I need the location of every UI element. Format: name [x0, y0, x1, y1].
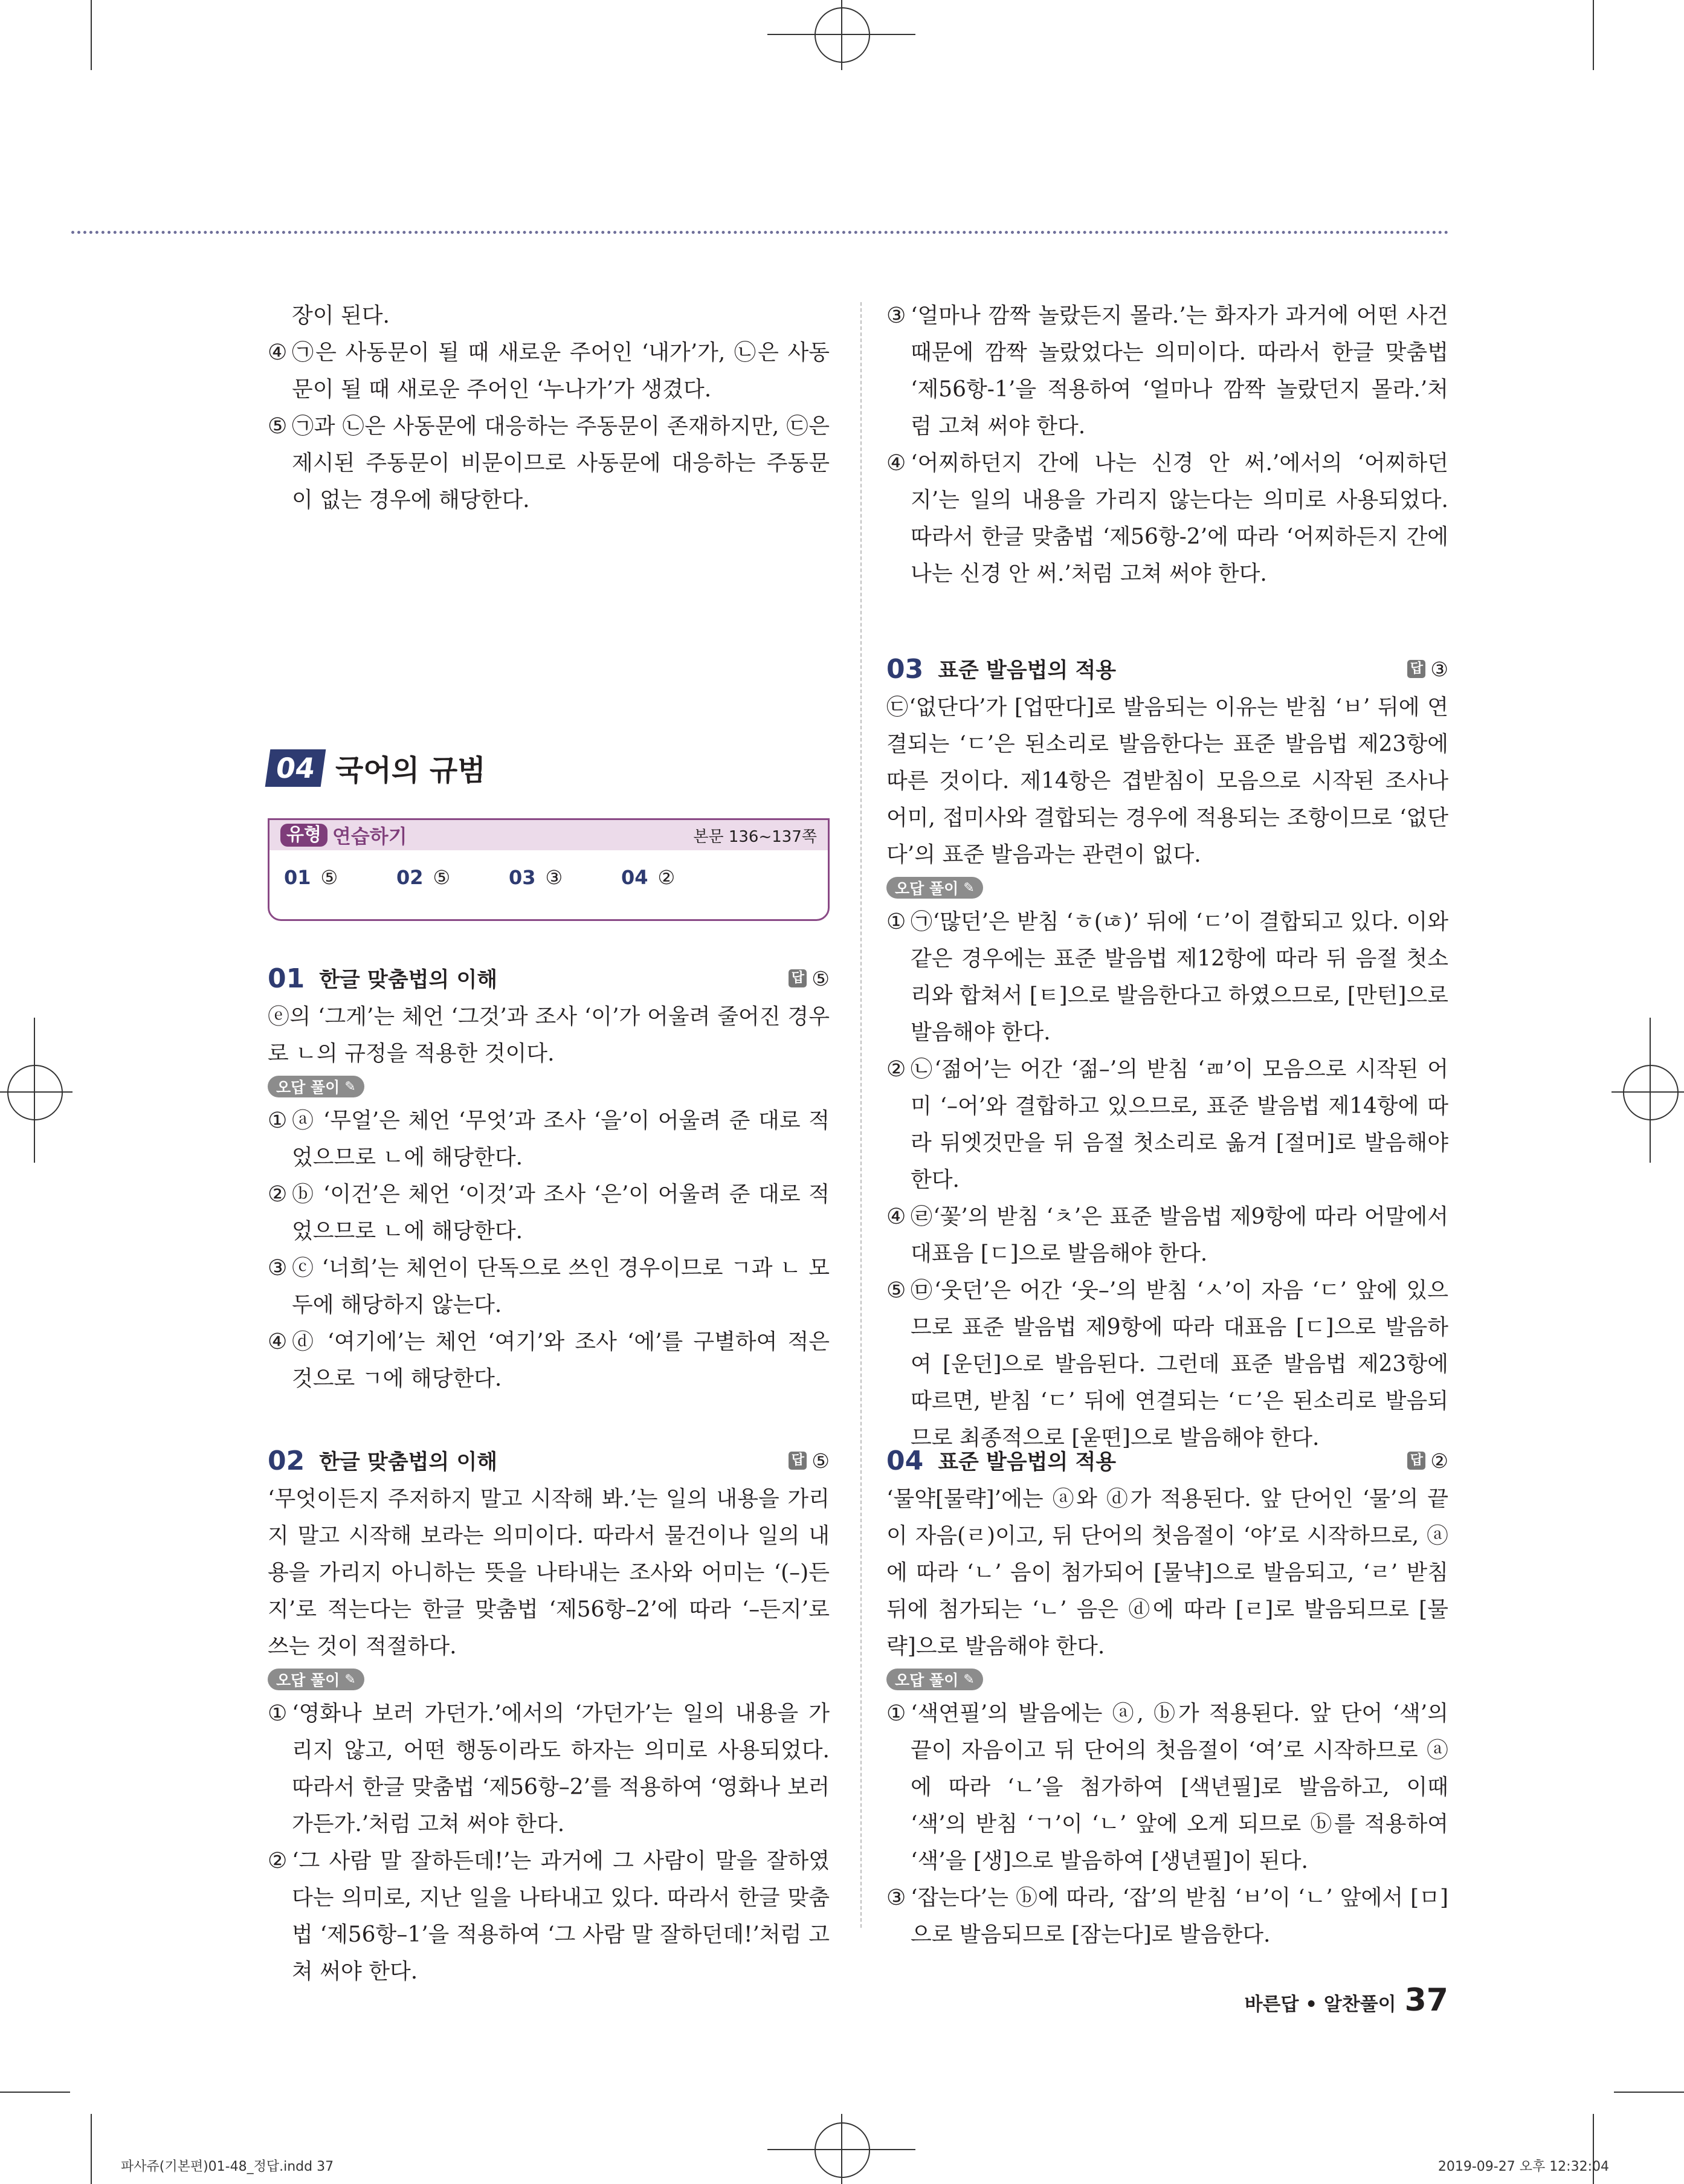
question-header: [268, 961, 830, 996]
question-title: 표준 발음법의 적용: [938, 659, 1117, 683]
list-item: ① ㉠‘많던’은 받침 ‘ㅎ(ㄶ)’ 뒤에 ‘ㄷ’이 결합되고 있다. 이와 같은 경우에는 표준 발음법 제12항에 따라 뒤 음절 첫소리와 합쳐서 [ㅌ]으로 발음한다고 하였으므로, [만턴]으로 발음해야 한다.: [886, 909, 1448, 1045]
section-title: 국어의 규범: [335, 754, 486, 787]
wrong-answer-label: 오답 풀이 ✎: [268, 1669, 364, 1690]
registration-mark: [1623, 1065, 1679, 1120]
question-03: [886, 651, 1448, 1456]
crop-mark: [91, 2114, 92, 2184]
crop-mark: [1593, 0, 1594, 70]
explanation: ⓔ의 ‘그게’는 체언 ‘그것’과 조사 ‘이’가 어울려 줄어진 경우로 ㄴ의 규정을 적용한 것이다.: [268, 1004, 830, 1066]
question-answer: 답 ②: [1407, 1449, 1448, 1473]
list-item: ② ‘그 사람 말 잘하든데!’는 과거에 그 사람이 말을 잘하였다는 의미로, 지난 일을 나타내고 있다. 따라서 한글 맞춤법 ‘제56항–1’을 적용하여 ‘그 사람 말 잘하던데!’처럼 고쳐 써야 한다.: [268, 1849, 830, 1984]
question-number: 01: [268, 963, 305, 994]
question-answer: 답 ⑤: [789, 967, 830, 990]
right-continuation: [886, 297, 1448, 592]
practice-title: 연습하기: [332, 825, 407, 848]
practice-answer-box: [268, 818, 830, 921]
page-footer: [1245, 1982, 1448, 2018]
section-number-badge: 04: [265, 749, 326, 787]
question-header: [268, 1443, 830, 1478]
crop-mark: [0, 2092, 70, 2093]
question-number: 02: [268, 1445, 305, 1476]
question-01: [268, 961, 830, 1397]
list-item: ④ ㉠은 사동문이 될 때 새로운 주어인 ‘내가’가, ㉡은 사동문이 될 때 새로운 주어인 ‘누나가’가 생겼다.: [268, 340, 830, 402]
question-02: [268, 1443, 830, 1990]
registration-mark: [815, 7, 870, 63]
answer-icon: 답: [789, 1452, 807, 1470]
answer-icon: 답: [1407, 1452, 1425, 1470]
list-item: ⑤ ㉤‘웃던’은 어간 ‘웃–’의 받침 ‘ㅅ’이 자음 ‘ㄷ’ 앞에 있으므로 표준 발음법 제9항에 따라 대표음 [ㄷ]으로 발음하여 [운던]으로 발음된다. 그런데 표준 발음법 제23항에 따르면, 받침 ‘ㄷ’ 뒤에 연결되는 ‘ㄷ’은 된소리로 발음되므로 최종적으로 [욷떤]으로 발음해야 한다.: [886, 1278, 1448, 1450]
list-item: ③ ‘잡는다’는 ⓑ에 따라, ‘잡’의 받침 ‘ㅂ’이 ‘ㄴ’ 앞에서 [ㅁ]으로 발음되므로 [잠는다]로 발음한다.: [886, 1885, 1448, 1947]
pencil-icon: ✎: [963, 880, 975, 896]
list-item: ④ ⓓ ‘여기에’는 체언 ‘여기’와 조사 ‘에’를 구별하여 적은 것으로 ㄱ에 해당한다.: [268, 1329, 830, 1391]
question-number: 04: [886, 1445, 924, 1476]
slug-file: 파사쥬(기본편)01-48_정답.indd 37: [121, 2159, 334, 2174]
question-04: [886, 1443, 1448, 1953]
list-item: ① ‘영화나 보러 가던가.’에서의 ‘가던가’는 일의 내용을 가리지 않고, 어떤 행동이라도 하자는 의미로 사용되었다. 따라서 한글 맞춤법 ‘제56항–2’를 적용하여 ‘영화나 보러 가든가.’처럼 고쳐 써야 한다.: [268, 1701, 830, 1837]
list-item: ② ⓑ ‘이건’은 체언 ‘이것’과 조사 ‘은’이 어울려 준 대로 적었으므로 ㄴ에 해당한다.: [268, 1182, 830, 1244]
list-item: ① ‘색연필’의 발음에는 ⓐ, ⓑ가 적용된다. 앞 단어 ‘색’의 끝이 자음이고 뒤 단어의 첫음절이 ‘여’로 시작하므로 ⓐ에 따라 ‘ㄴ’을 첨가하여 [색년필]로 발음하고, 이때 ‘색’의 받침 ‘ㄱ’이 ‘ㄴ’ 앞에 오게 되므로 ⓑ를 적용하여 ‘색’을 [생]으로 발음하여 [생년필]이 된다.: [886, 1701, 1448, 1873]
pencil-icon: ✎: [344, 1672, 356, 1687]
list-item: ② ㉡‘젊어’는 어간 ‘젊–’의 받침 ‘ㄻ’이 모음으로 시작된 어미 ‘–어’와 결합하고 있으므로, 표준 발음법 제14항에 따라 뒤엣것만을 뒤 음절 첫소리로 옮겨 [절머]로 발음해야 한다.: [886, 1057, 1448, 1192]
wrong-answer-label: 오답 풀이 ✎: [886, 1669, 983, 1690]
header-dotted-rule: [71, 231, 1449, 234]
practice-answer: 02 ⑤: [396, 866, 451, 889]
slug-datetime: 2019-09-27 오후 12:32:04: [1437, 2159, 1609, 2174]
question-answer: 답 ⑤: [789, 1449, 830, 1473]
footer-label: 바른답 • 알찬풀이: [1244, 1994, 1396, 2015]
question-title: 한글 맞춤법의 이해: [319, 968, 498, 992]
list-item: ① ⓐ ‘무얼’은 체언 ‘무엇’과 조사 ‘을’이 어울려 준 대로 적었으므로 ㄴ에 해당한다.: [268, 1108, 830, 1170]
list-item: ⑤ ㉠과 ㉡은 사동문에 대응하는 주동문이 존재하지만, ㉢은 제시된 주동문이 비문이므로 사동문에 대응하는 주동문이 없는 경우에 해당한다.: [268, 414, 830, 512]
list-item: ④ ‘어찌하던지 간에 나는 신경 안 써.’에서의 ‘어찌하던지’는 일의 내용을 가리지 않는다는 의미로 사용되었다. 따라서 한글 맞춤법 ‘제56항-2’에 따라 ‘어찌하든지 간에 나는 신경 안 써.’처럼 고쳐 써야 한다.: [886, 451, 1448, 586]
question-title: 한글 맞춤법의 이해: [319, 1450, 498, 1475]
list-item: ③ ‘얼마나 깜짝 놀랐든지 몰라.’는 화자가 과거에 어떤 사건 때문에 깜짝 놀랐었다는 의미이다. 따라서 한글 맞춤법 ‘제56항-1’을 적용하여 ‘얼마나 깜짝 놀랐던지 몰라.’처럼 고쳐 써야 한다.: [886, 303, 1448, 439]
question-header: [886, 651, 1448, 687]
list-item: 장이 된다.: [292, 303, 390, 328]
practice-answer-list: [269, 850, 828, 889]
explanation: ‘무엇이든지 주저하지 말고 시작해 봐.’는 일의 내용을 가리지 말고 시작해 보라는 의미이다. 따라서 물건이나 일의 내용을 가리지 아니하는 뜻을 나타내는 조사와 어미는 ‘(–)든지’로 적는다는 한글 맞춤법 ‘제56항–2’에 따라 ‘–든지’로 쓰는 것이 적절하다.: [268, 1487, 830, 1659]
practice-answer: 04 ②: [621, 866, 676, 889]
crop-mark: [91, 0, 92, 70]
column-divider: [860, 302, 862, 1928]
practice-answer: 03 ③: [509, 866, 563, 889]
page-number: 37: [1404, 1982, 1448, 2018]
pencil-icon: ✎: [344, 1079, 356, 1094]
question-header: [886, 1443, 1448, 1478]
question-number: 03: [886, 653, 924, 685]
registration-mark: [815, 2122, 870, 2178]
left-continuation: [268, 297, 830, 519]
registration-mark: [7, 1065, 63, 1120]
practice-header: [269, 820, 828, 850]
section-header: [268, 747, 486, 789]
list-item: ④ ㉣‘꽃’의 받침 ‘ㅊ’은 표준 발음법 제9항에 따라 어말에서 대표음 [ㄷ]으로 발음해야 한다.: [886, 1204, 1448, 1266]
answer-icon: 답: [789, 969, 807, 987]
practice-tag: 유형: [280, 824, 327, 847]
explanation: ㉢‘없단다’가 [업딴다]로 발음되는 이유는 받침 ‘ㅂ’ 뒤에 연결되는 ‘ㄷ’은 된소리로 발음한다는 표준 발음법 제23항에 따른 것이다. 제14항은 겹받침이 모음으로 시작된 조사나 어미, 접미사와 결합되는 경우에 적용되는 조항이므로 ‘없단다’의 표준 발음과는 관련이 없다.: [886, 695, 1448, 867]
list-item: ③ ⓒ ‘너희’는 체언이 단독으로 쓰인 경우이므로 ㄱ과 ㄴ 모두에 해당하지 않는다.: [268, 1256, 830, 1317]
practice-answer: 01 ⑤: [284, 866, 338, 889]
crop-mark: [1614, 2092, 1684, 2093]
explanation: ‘물약[물략]’에는 ⓐ와 ⓓ가 적용된다. 앞 단어인 ‘물’의 끝이 자음(ㄹ)이고, 뒤 단어의 첫음절이 ‘야’로 시작하므로, ⓐ에 따라 ‘ㄴ’ 음이 첨가되어 [물냑]으로 발음되고, ‘ㄹ’ 받침 뒤에 첨가되는 ‘ㄴ’ 음은 ⓓ에 따라 [ㄹ]로 발음되므로 [물략]으로 발음해야 한다.: [886, 1487, 1448, 1659]
wrong-answer-label: 오답 풀이 ✎: [268, 1076, 364, 1097]
wrong-answer-label: 오답 풀이 ✎: [886, 877, 983, 899]
question-title: 표준 발음법의 적용: [938, 1450, 1117, 1475]
practice-page-ref: 본문 136~137쪽: [693, 827, 817, 846]
question-answer: 답 ③: [1407, 657, 1448, 681]
pencil-icon: ✎: [963, 1672, 975, 1687]
answer-icon: 답: [1407, 660, 1425, 678]
